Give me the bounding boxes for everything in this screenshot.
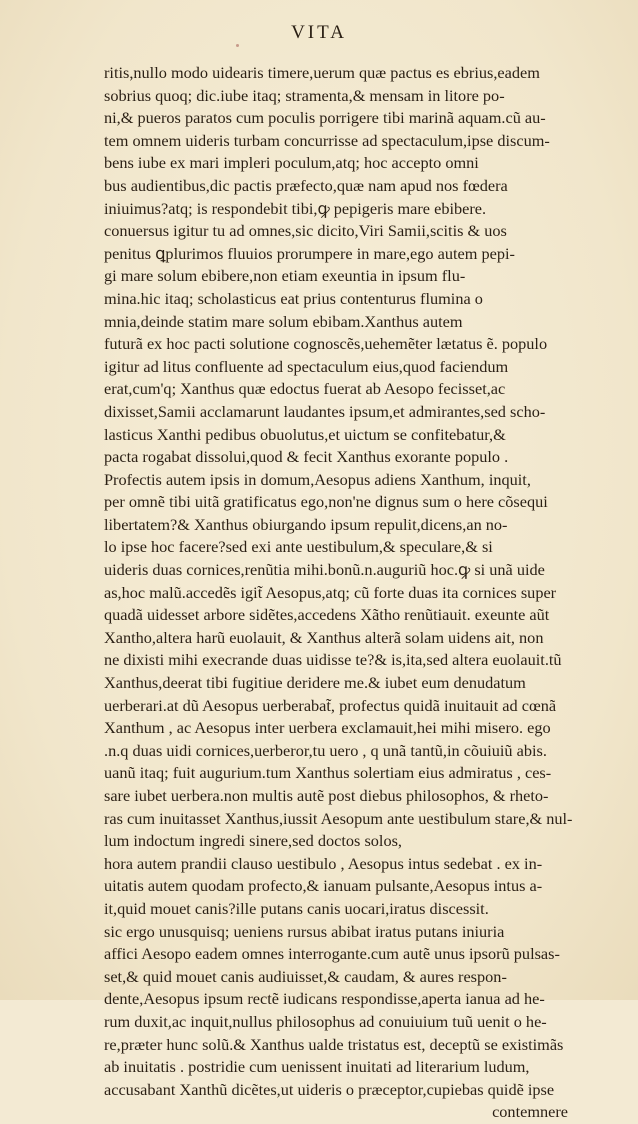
text-line: libertatem?& Xanthus obiurgando ipsum repulit,dicens,an no- (104, 514, 508, 534)
text-line: dente,Aesopus ipsum rectẽ iudicans respondisse,aperta ianua ad he- (104, 989, 545, 1009)
text-line: igitur ad litus confluente ad spectaculum eius,quod faciendum (104, 356, 509, 376)
text-line: .n.q duas uidi cornices,uerberor,tu uero , q unã tantũ,in cõuiuiũ abis. (104, 740, 547, 760)
text-line: mina.hic itaq; scholasticus eat prius contenturus flumina o (104, 288, 483, 308)
text-line: lum indoctum ingredi sinere,sed doctos solos, (104, 831, 402, 851)
running-head: VITA (291, 22, 347, 43)
text-line: uitatis autem quodam profecto,& ianuam pulsante,Aesopus intus a- (104, 876, 543, 896)
text-line: pacta rogabat dissolui,quod & fecit Xanthus exorante populo . (104, 447, 509, 467)
text-line: iniuimus?atq; is respondebit tibi,ꝙ pepigeris mare ebibere. (104, 198, 487, 218)
text-line: set,& quid mouet canis audiuisset,& caudam, & aures respon- (104, 966, 507, 986)
text-line: conuersus igitur tu ad omnes,sic dicito,Viri Samii,scitis & uos (104, 221, 507, 241)
text-line: ni,& pueros paratos cum poculis porrigere tibi marinã aquam.cũ au- (104, 108, 546, 128)
text-line: ras cum inuitasset Xanthus,iussit Aesopum ante uestibulum stare,& nul- (104, 808, 573, 828)
text-line: rum duxit,ac inquit,nullus philosophus ad conuiuium tuũ uenit o he- (104, 1011, 547, 1031)
text-line: erat,cum'q; Xanthus quæ edoctus fuerat ab Aesopo fecisset,ac (104, 379, 506, 399)
text-line: Xanthus,deerat tibi fugitiue deridere me.& iubet eum denudatum (104, 673, 526, 693)
text-line: gi mare solum ebibere,non etiam exeuntia in ipsum flu- (104, 266, 466, 286)
text-line: uideris duas cornices,renũtia mihi.bonũ.n.auguriũ hoc.ꝙ si unã uide (104, 560, 545, 580)
catchword: contemnere (492, 1102, 568, 1122)
text-line: bus audientibus,dic pactis præfecto,quæ nam apud nos fœdera (104, 175, 508, 195)
text-line: Xantho,altera harũ euolauit, & Xanthus alterã solam uidens ait, non (104, 627, 544, 647)
text-line: hora autem prandii clauso uestibulo , Aesopus intus sedebat . ex in- (104, 853, 543, 873)
text-block (104, 62, 574, 1124)
text-line: ritis,nullo modo uidearis timere,uerum quæ pactus es ebrius,eadem (104, 63, 540, 82)
text-line: per omnẽ tibi uitã gratificatus ego,non'ne dignus sum o here cõsequi (104, 492, 548, 512)
text-line: uerberari.at dũ Aesopus uerberabat̃, profectus quidã inuitauit ad cœnã (104, 695, 557, 715)
text-line: lo ipse hoc facere?sed exi ante uestibulum,& speculare,& si (104, 537, 493, 557)
text-line: sic ergo unusquisq; ueniens rursus abibat iratus putans iniuria (104, 921, 505, 941)
ink-speck (236, 44, 239, 47)
text-line: dixisset,Samii acclamarunt laudantes ipsum,et admirantes,sed scho- (104, 401, 546, 421)
text-line: sobrius quoq; dic.iube itaq; stramenta,& mensam in litore po- (104, 85, 505, 105)
text-line: Profectis autem ipsis in domum,Aesopus adiens Xanthum, inquit, (104, 469, 531, 489)
text-line: uanũ itaq; fuit augurium.tum Xanthus solertiam eius admiratus , ces- (104, 763, 552, 783)
text-line: accusabant Xanthũ dicẽtes,ut uideris o præceptor,cupiebas quidẽ ipse (104, 1079, 555, 1099)
text-line: lasticus Xanthi pedibus obuolutus,et uictum se confitebatur,& (104, 424, 506, 444)
text-line: mnia,deinde statim mare solum ebibam.Xanthus autem (104, 311, 463, 331)
text-line: it,quid mouet canis?ille putans canis uocari,iratus discessit. (104, 898, 489, 918)
text-line: penitus ꝗplurimos fluuios prorumpere in mare,ego autem pepi- (104, 243, 515, 263)
text-line: bens iube ex mari impleri poculum,atq; hoc accepto omni (104, 153, 479, 173)
text-line: sare iubet uerbera.non multis autẽ post diebus philosophos, & rheto- (104, 786, 549, 805)
text-line: futurã ex hoc pacti solutione cognoscẽs,uehemẽter lætatus ẽ. populo (104, 334, 548, 354)
text-line: ab inuitatis . postridie cum uenissent inuitati ad literarium ludum, (104, 1057, 530, 1077)
text-line: re,præter hunc solũ.& Xanthus ualde tristatus est, deceptũ se existimãs (104, 1034, 564, 1054)
text-line: quadã uidesset arbore sidẽtes,accedens Xãtho renũtiauit. exeunte aũt (104, 605, 550, 625)
text-line: Xanthum , ac Aesopus inter uerbera exclamauit,hei mihi misero. ego (104, 718, 551, 738)
text-line: ne dixisti mihi execrande duas uidisse te?& is,ita,sed altera euolauit.tũ (104, 650, 562, 670)
text-line: tem omnem uideris turbam concurrisse ad spectaculum,ipse discum- (104, 130, 550, 150)
text-line: as,hoc malũ.accedẽs igit̃ Aesopus,atq; cũ forte duas ita cornices super (104, 582, 557, 602)
text-line: affici Aesopo eadem omnes interrogante.cum autẽ unus ipsorũ pulsas- (104, 944, 560, 964)
